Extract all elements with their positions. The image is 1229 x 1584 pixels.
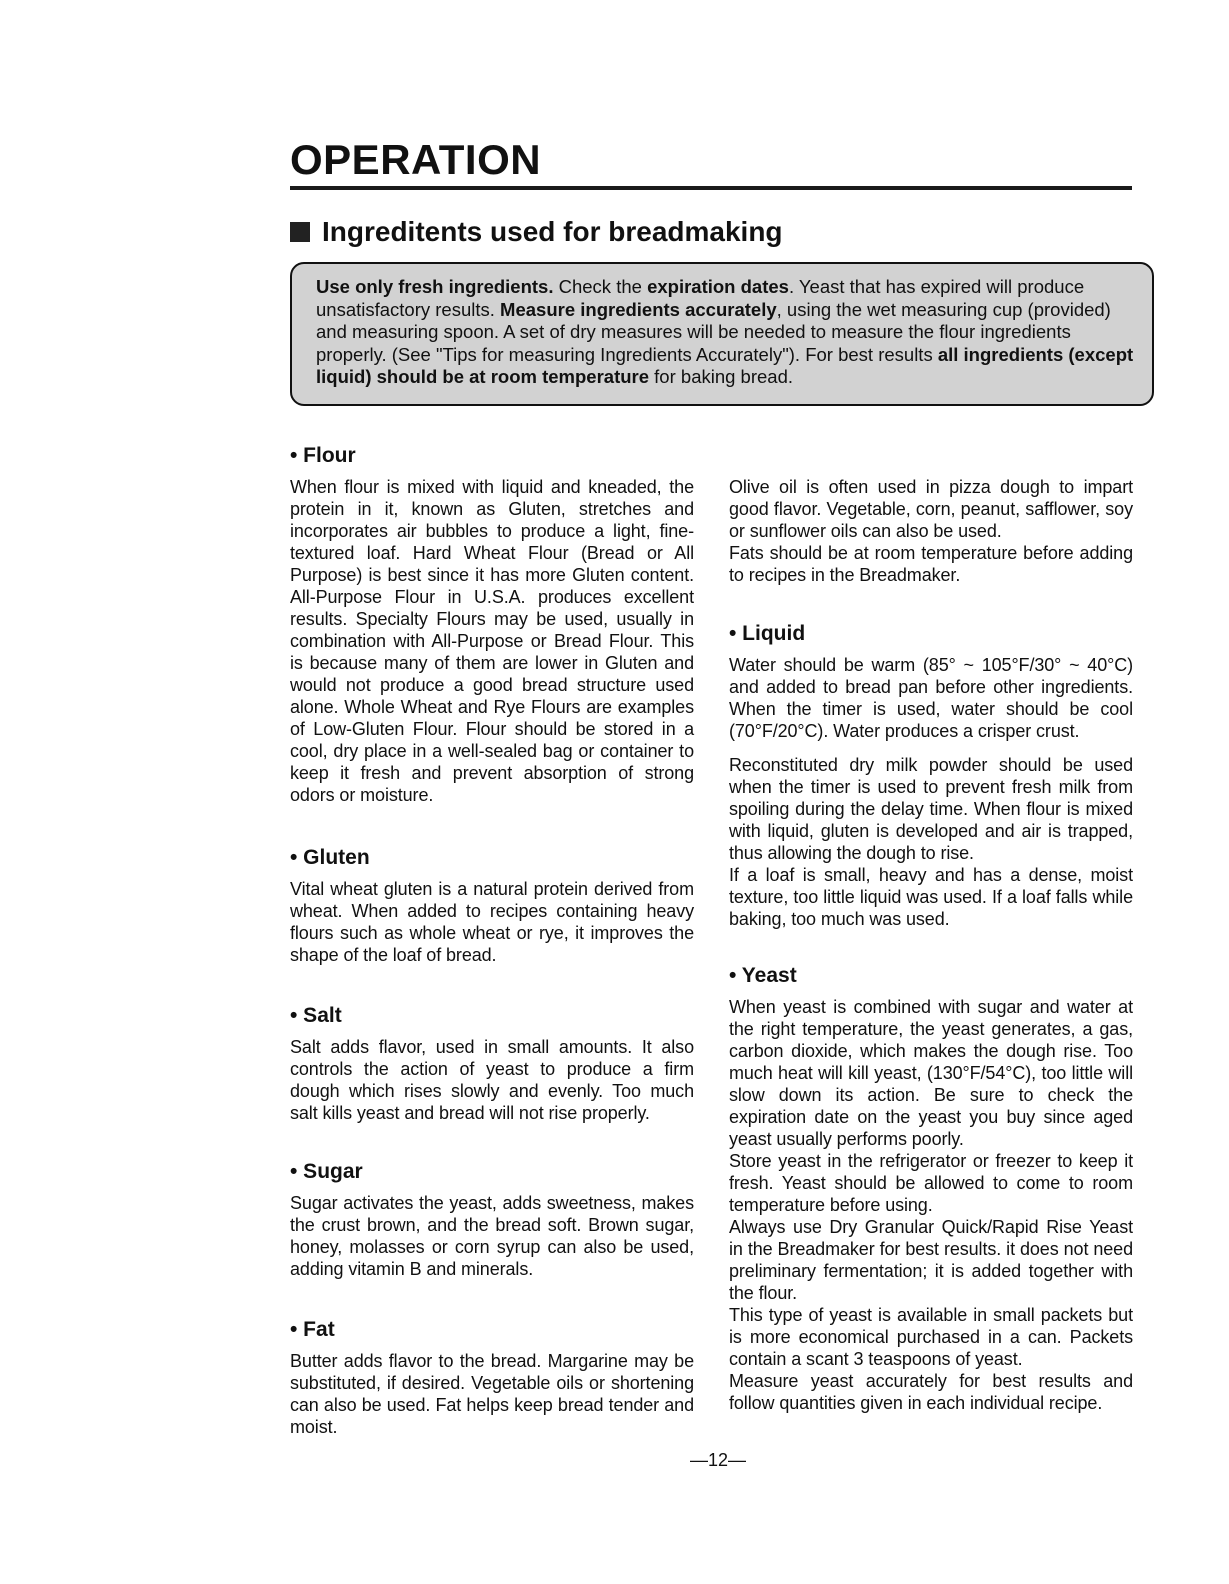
notice-text-8: for baking bread. [649, 366, 794, 387]
yeast-paragraph-3: Always use Dry Granular Quick/Rapid Rise Yeast in the Breadmaker for best results. it does not need preliminary fermentation; it is added together with the flour. [729, 1217, 1133, 1303]
notice-text-5: Measure ingredients accurately [500, 298, 777, 320]
notice-text-1: Use only fresh ingredients. [316, 276, 554, 297]
salt-body: Salt adds flavor, used in small amounts. It also controls the action of yeast to produce a firm dough which rises slowly and evenly. Too much salt kills yeast and bread will not rise properly. [290, 1037, 694, 1123]
salt-title: • Salt [290, 1004, 342, 1027]
right-column [729, 476, 1133, 1414]
flour-title: • Flour [290, 444, 356, 467]
notice-text-6: , using the wet measuring cup (provided) and measuring spoon. A set of dry measures will be needed to measure the flour ingredients properly. (See "Tips for measuring Ingredients Accurately"). For best results [316, 298, 1111, 365]
yeast-paragraph-4: This type of yeast is available in small packets but is more economical purchased in a can. Packets contain a scant 3 teaspoons of yeast. [729, 1305, 1133, 1369]
fats-temperature-paragraph: Fats should be at room temperature before adding to recipes in the Breadmaker. [729, 543, 1133, 585]
square-bullet-icon [290, 222, 310, 242]
sugar-title: • Sugar [290, 1160, 363, 1183]
liquid-paragraph-3: If a loaf is small, heavy and has a dense, moist texture, too little liquid was used. If a loaf falls while baking, too much was used. [729, 865, 1133, 929]
notice-text-2: Check the [553, 276, 648, 297]
notice-box [290, 262, 1154, 406]
notice-text-3: expiration dates [647, 276, 789, 297]
yeast-paragraph-5: Measure yeast accurately for best results and follow quantities given in each individual recipe. [729, 1371, 1133, 1413]
oil-paragraph: Olive oil is often used in pizza dough to impart good flavor. Vegetable, corn, peanut, safflower, soy or sunflower oils can also be used. [729, 477, 1133, 541]
notice-text-4: . Yeast that has expired will produce unsatisfactory results. [316, 276, 1085, 320]
sugar-body: Sugar activates the yeast, adds sweetness, makes the crust brown, and the bread soft. Brown sugar, honey, molasses or corn syrup can also be used, adding vitamin B and minerals. [290, 1193, 694, 1279]
page-title: OPERATION [290, 136, 542, 183]
yeast-paragraph-2: Store yeast in the refrigerator or freezer to keep it fresh. Yeast should be allowed to come to room temperature before using. [729, 1151, 1133, 1215]
liquid-title: • Liquid [729, 622, 806, 645]
page-number: —12— [690, 1450, 747, 1470]
liquid-paragraph-1: Water should be warm (85° ~ 105°F/30° ~ 40°C) and added to bread pan before other ingredients. When the timer is used, water should be cool (70°F/20°C). Water produces a crisper crust. [729, 655, 1133, 741]
left-column [290, 444, 694, 1438]
title-divider [290, 186, 1132, 190]
gluten-title: • Gluten [290, 846, 370, 869]
yeast-paragraph-1: When yeast is combined with sugar and water at the right temperature, the yeast generates, a gas, carbon dioxide, which makes the dough rise. Too much heat will kill yeast, (130°F/54°C), too little will slow down its action. Be sure to check the expiration date on the yeast you buy since aged yeast usually performs poorly. [729, 997, 1133, 1149]
flour-body: When flour is mixed with liquid and kneaded, the protein in it, known as Gluten, stretches and incorporates air bubbles to produce a light, fine-textured loaf. Hard Wheat Flour (Bread or All Purpose) is best since it has more Gluten content. All-Purpose Flour in U.S.A. produces excellent results. Specialty Flours may be used, usually in combination with All-Purpose or Bread Flour. This is because many of them are lower in Gluten and would not produce a good bread structure used alone. Whole Wheat and Rye Flours are examples of Low-Gluten Flour. Flour should be stored in a cool, dry place in a well-sealed bag or container to keep it fresh and prevent absorption of strong odors or moisture. [290, 477, 694, 805]
fat-body: Butter adds flavor to the bread. Margarine may be substituted, if desired. Vegetable oils or shortening can also be used. Fat helps keep bread tender and moist. [290, 1351, 694, 1437]
fat-title: • Fat [290, 1318, 335, 1341]
yeast-title: • Yeast [729, 964, 797, 987]
notice-text-7: all ingredients (except liquid) should be at room temperature [316, 343, 1134, 387]
liquid-paragraph-2: Reconstituted dry milk powder should be used when the timer is used to prevent fresh milk from spoiling during the delay time. When flour is mixed with liquid, gluten is developed and air is trapped, thus allowing the dough to rise. [729, 755, 1133, 863]
section-heading [290, 216, 783, 248]
gluten-body: Vital wheat gluten is a natural protein derived from wheat. When added to recipes containing heavy flours such as whole wheat or rye, it improves the shape of the loaf of bread. [290, 879, 694, 965]
section-heading-text: Ingreditents used for breadmaking [322, 216, 783, 247]
